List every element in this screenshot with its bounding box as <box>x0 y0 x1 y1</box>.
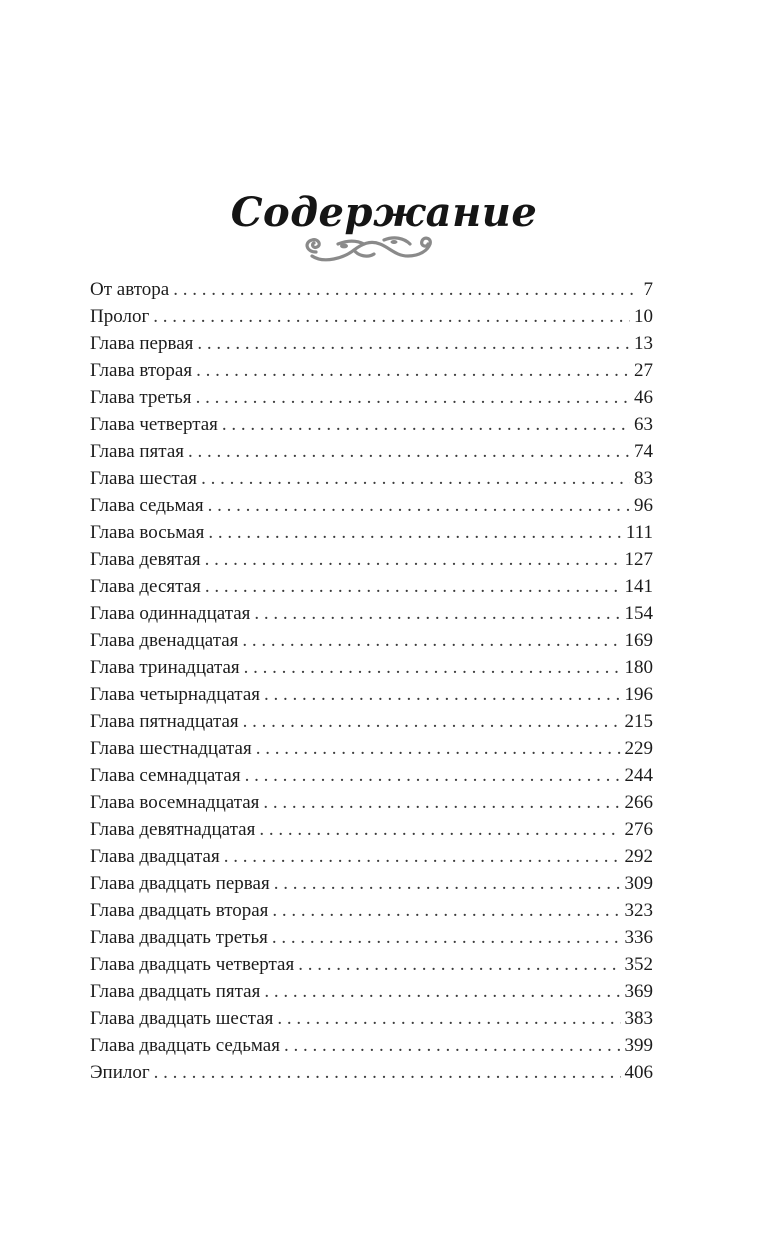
toc-entry <box>90 411 653 438</box>
toc-entry <box>90 627 653 654</box>
toc-entry-page-number: 266 <box>624 792 653 813</box>
toc-entry-page-number: 309 <box>624 873 653 894</box>
dot-leader <box>205 546 621 573</box>
toc-entry <box>90 492 653 519</box>
dot-leader <box>243 708 621 735</box>
dot-leader <box>298 951 620 978</box>
toc-entry-page-number: 96 <box>634 495 653 516</box>
toc-entry-page-number: 276 <box>624 819 653 840</box>
dot-leader <box>201 465 630 492</box>
table-of-contents <box>90 276 653 1086</box>
toc-entry-title: Глава тринадцатая <box>90 657 240 678</box>
toc-entry <box>90 816 653 843</box>
toc-entry-title: Глава двадцать четвертая <box>90 954 295 975</box>
toc-entry <box>90 384 653 411</box>
toc-entry <box>90 1059 653 1086</box>
toc-entry <box>90 600 653 627</box>
toc-entry <box>90 438 653 465</box>
toc-entry-title: Глава пятая <box>90 441 184 462</box>
toc-entry-title: Глава двадцать седьмая <box>90 1035 280 1056</box>
toc-entry-title: Эпилог <box>90 1062 150 1083</box>
dot-leader <box>153 303 630 330</box>
dot-leader <box>254 600 620 627</box>
dot-leader <box>244 654 621 681</box>
toc-entry-title: Глава двадцать третья <box>90 927 268 948</box>
toc-entry-page-number: 215 <box>624 711 653 732</box>
toc-entry <box>90 1005 653 1032</box>
toc-entry-page-number: 46 <box>634 387 653 408</box>
dot-leader <box>188 438 630 465</box>
toc-entry-title: Глава двадцать шестая <box>90 1008 274 1029</box>
toc-entry <box>90 654 653 681</box>
dot-leader <box>154 1059 621 1086</box>
toc-entry-page-number: 10 <box>634 306 653 327</box>
toc-entry <box>90 978 653 1005</box>
toc-entry <box>90 573 653 600</box>
toc-entry <box>90 951 653 978</box>
toc-entry <box>90 843 653 870</box>
toc-entry <box>90 681 653 708</box>
toc-entry-title: Глава девятнадцатая <box>90 819 256 840</box>
page-title: Содержание <box>230 188 538 236</box>
toc-entry-title: Глава двадцать первая <box>90 873 270 894</box>
toc-entry-title: От автора <box>90 279 170 300</box>
toc-entry <box>90 870 653 897</box>
toc-entry-page-number: 336 <box>624 927 653 948</box>
toc-entry <box>90 330 653 357</box>
toc-entry-title: Глава четвертая <box>90 414 218 435</box>
toc-entry-title: Глава одиннадцатая <box>90 603 251 624</box>
toc-entry-page-number: 169 <box>624 630 653 651</box>
dot-leader <box>277 1005 620 1032</box>
dot-leader <box>264 681 620 708</box>
toc-entry-page-number: 111 <box>625 522 653 543</box>
toc-entry-page-number: 229 <box>624 738 653 759</box>
toc-entry <box>90 303 653 330</box>
toc-entry <box>90 735 653 762</box>
toc-entry <box>90 708 653 735</box>
toc-entry-page-number: 369 <box>624 981 653 1002</box>
dot-leader <box>173 276 639 303</box>
dot-leader <box>284 1032 621 1059</box>
toc-entry-title: Глава шестая <box>90 468 198 489</box>
toc-entry-page-number: 323 <box>624 900 653 921</box>
toc-entry-title: Пролог <box>90 306 150 327</box>
dot-leader <box>256 735 621 762</box>
dot-leader <box>242 627 620 654</box>
dot-leader <box>222 411 630 438</box>
toc-entry-page-number: 13 <box>634 333 653 354</box>
toc-entry-page-number: 141 <box>624 576 653 597</box>
dot-leader <box>197 330 630 357</box>
toc-entry-title: Глава девятая <box>90 549 201 570</box>
toc-entry <box>90 897 653 924</box>
dot-leader <box>196 384 630 411</box>
toc-entry-title: Глава двенадцатая <box>90 630 239 651</box>
toc-entry-title: Глава семнадцатая <box>90 765 241 786</box>
toc-entry-page-number: 7 <box>643 279 653 300</box>
toc-entry <box>90 519 653 546</box>
dot-leader <box>259 816 620 843</box>
toc-entry-title: Глава первая <box>90 333 194 354</box>
toc-entry-title: Глава пятнадцатая <box>90 711 239 732</box>
toc-entry-title: Глава десятая <box>90 576 201 597</box>
toc-entry <box>90 276 653 303</box>
toc-entry <box>90 465 653 492</box>
toc-entry-title: Глава двадцатая <box>90 846 220 867</box>
dot-leader <box>264 978 620 1005</box>
toc-entry-page-number: 63 <box>634 414 653 435</box>
toc-entry-page-number: 127 <box>624 549 653 570</box>
toc-entry <box>90 789 653 816</box>
toc-entry-title: Глава четырнадцатая <box>90 684 261 705</box>
toc-entry-page-number: 244 <box>624 765 653 786</box>
toc-entry-page-number: 74 <box>634 441 653 462</box>
toc-entry-page-number: 180 <box>624 657 653 678</box>
toc-entry <box>90 1032 653 1059</box>
dot-leader <box>205 573 621 600</box>
toc-entry-page-number: 154 <box>624 603 653 624</box>
toc-entry-page-number: 383 <box>624 1008 653 1029</box>
toc-entry-title: Глава восьмая <box>90 522 205 543</box>
toc-entry-page-number: 352 <box>624 954 653 975</box>
toc-entry-title: Глава двадцать вторая <box>90 900 269 921</box>
toc-entry-page-number: 406 <box>624 1062 653 1083</box>
toc-entry-page-number: 196 <box>624 684 653 705</box>
toc-entry-page-number: 292 <box>624 846 653 867</box>
dot-leader <box>274 870 621 897</box>
dot-leader <box>272 924 621 951</box>
dot-leader <box>272 897 620 924</box>
toc-entry-title: Глава третья <box>90 387 192 408</box>
dot-leader <box>224 843 621 870</box>
toc-entry-title: Глава двадцать пятая <box>90 981 261 1002</box>
toc-entry <box>90 546 653 573</box>
dot-leader <box>245 762 621 789</box>
toc-entry-title: Глава шестнадцатая <box>90 738 252 759</box>
dot-leader <box>208 519 622 546</box>
dot-leader <box>208 492 630 519</box>
toc-entry-page-number: 399 <box>624 1035 653 1056</box>
toc-entry-title: Глава восемнадцатая <box>90 792 260 813</box>
toc-entry-title: Глава вторая <box>90 360 193 381</box>
flourish-ornament-icon <box>298 228 440 270</box>
dot-leader <box>196 357 630 384</box>
toc-entry <box>90 924 653 951</box>
toc-entry-page-number: 27 <box>634 360 653 381</box>
toc-entry <box>90 762 653 789</box>
toc-entry-page-number: 83 <box>634 468 653 489</box>
toc-entry-title: Глава седьмая <box>90 495 204 516</box>
dot-leader <box>263 789 620 816</box>
toc-entry <box>90 357 653 384</box>
